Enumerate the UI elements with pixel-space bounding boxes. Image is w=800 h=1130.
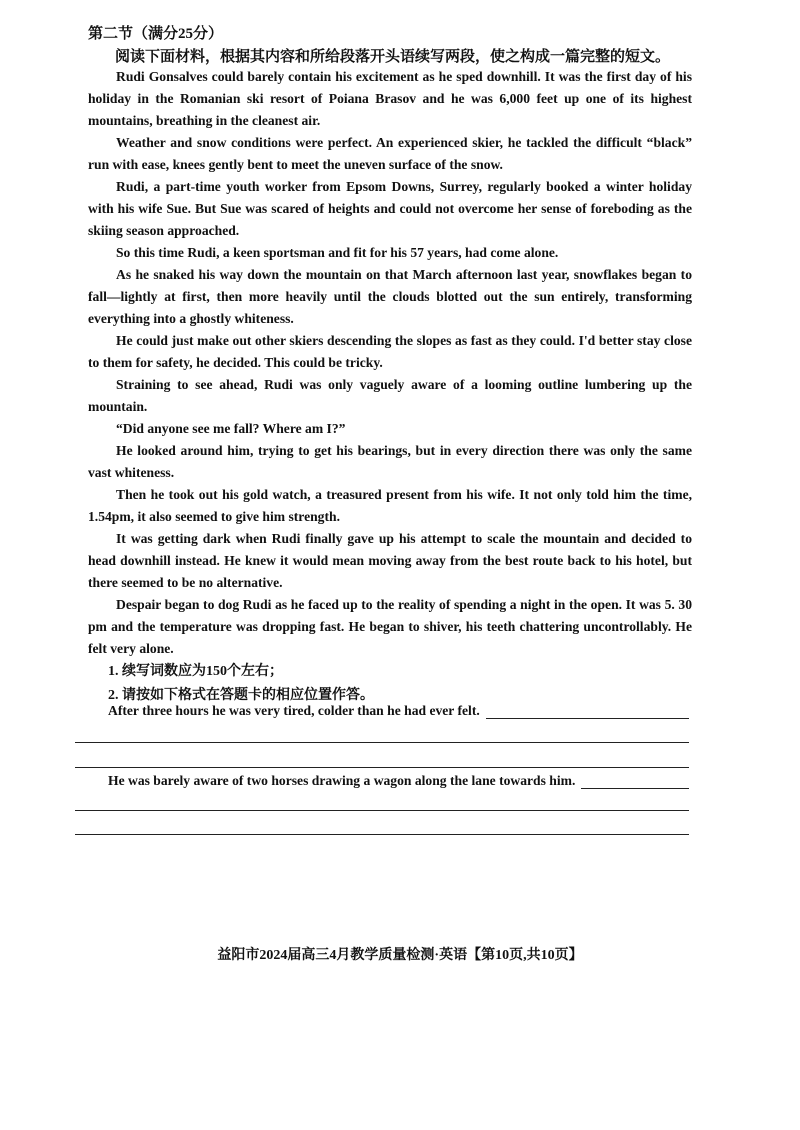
passage-paragraph-7: Straining to see ahead, Rudi was only vaguely aware of a looming outline lumbering up the mountain. [88, 377, 692, 414]
requirements [108, 660, 374, 708]
passage-paragraph-2: Weather and snow conditions were perfect. An experienced skier, he tackled the difficult “black” run with ease, knees gently bent to meet the uneven surface of the snow. [88, 135, 692, 172]
requirement-1: 1. 续写词数应为150个左右； [108, 664, 283, 679]
prompt-2-text: He was barely aware of two horses drawing a wagon along the lane towards him. [108, 773, 576, 788]
answer-blank-2[interactable] [581, 774, 689, 789]
writing-line-1[interactable] [75, 742, 689, 743]
passage-paragraph-1: Rudi Gonsalves could barely contain his excitement as he sped downhill. It was the first day of his holiday in the Romanian ski resort of Poiana Brasov and he was 6,000 feet up one of its highest mountains, breathing in the cleanest air. [88, 69, 692, 128]
writing-line-3[interactable] [75, 810, 689, 811]
passage-paragraph-6: He could just make out other skiers descending the slopes as fast as they could. I'd better stay close to them for safety, he decided. This could be tricky. [88, 333, 692, 370]
page-footer: 益阳市2024届高三4月教学质量检测·英语【第10页,共10页】 [217, 948, 583, 963]
reading-passage [88, 66, 692, 660]
writing-line-4[interactable] [75, 834, 689, 835]
passage-paragraph-11: It was getting dark when Rudi finally gave up his attempt to scale the mountain and decided to head downhill instead. He knew it would mean moving away from the best route back to his hotel, but there seemed to be no alternative. [88, 531, 692, 590]
passage-paragraph-12: Despair began to dog Rudi as he faced up to the reality of spending a night in the open. It was 5. 30 pm and the temperature was dropping fast. He began to shiver, his teeth chattering uncontrollably. He felt very alone. [88, 597, 692, 656]
writing-line-2[interactable] [75, 767, 689, 768]
prompt-1-text: After three hours he was very tired, colder than he had ever felt. [108, 703, 480, 718]
passage-paragraph-3: Rudi, a part-time youth worker from Epsom Downs, Surrey, regularly booked a winter holiday with his wife Sue. But Sue was scared of heights and could not overcome her sense of foreboding as the skiing season approached. [88, 179, 692, 238]
requirement-2: 2. 请按如下格式在答题卡的相应位置作答。 [108, 688, 374, 703]
section-title: 第二节（满分25分） [88, 26, 224, 42]
passage-paragraph-8: “Did anyone see me fall? Where am I?” [116, 421, 346, 436]
passage-paragraph-9: He looked around him, trying to get his bearings, but in every direction there was only the same vast whiteness. [88, 443, 692, 480]
continuation-prompt-2 [108, 773, 689, 789]
answer-blank-1[interactable] [486, 704, 689, 719]
passage-paragraph-10: Then he took out his gold watch, a treasured present from his wife. It not only told him the time, 1.54pm, it also seemed to give him strength. [88, 487, 692, 524]
passage-paragraph-4: So this time Rudi, a keen sportsman and fit for his 57 years, had come alone. [116, 245, 559, 260]
instruction-text: 阅读下面材料，根据其内容和所给段落开头语续写两段，使之构成一篇完整的短文。 [115, 49, 671, 65]
passage-paragraph-5: As he snaked his way down the mountain on that March afternoon last year, snowflakes began to fall—lightly at first, then more heavily until the clouds blotted out the sun entirely, transforming everything into a ghostly whiteness. [88, 267, 692, 326]
continuation-prompt-1 [108, 703, 689, 719]
